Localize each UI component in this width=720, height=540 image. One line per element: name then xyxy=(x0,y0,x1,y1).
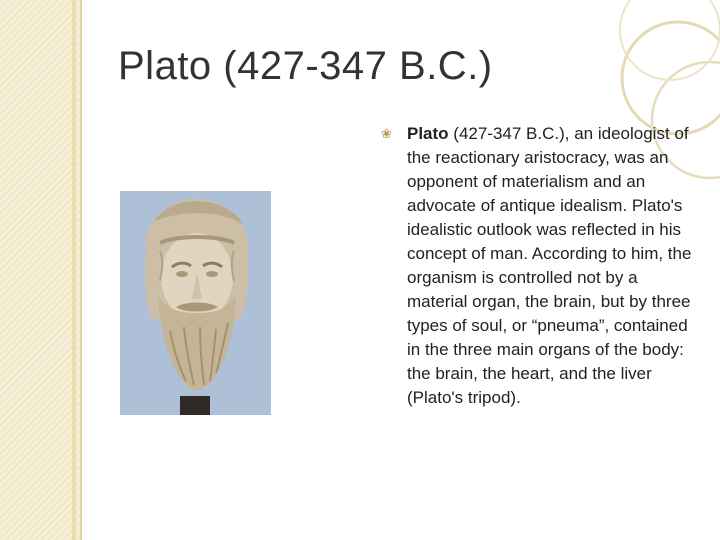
decorative-left-band xyxy=(0,0,82,540)
plato-bust-image xyxy=(120,191,271,415)
bullet-lead: Plato xyxy=(407,124,449,143)
decorative-left-band-stripe xyxy=(72,0,76,540)
ornament-bullet-icon: ❀ xyxy=(381,126,392,141)
slide-content xyxy=(381,122,701,410)
bullet-body: (427-347 B.C.), an ideologist of the reactionary aristocracy, was an opponent of materialism and an advocate of antique idealism. Plato's idealistic outlook was reflected in his concept of man. According to him, the organism is controlled not by a material organ, the brain, but by three types of soul, or “pneuma”, contained in the three main organs of the body: the brain, the heart, and the liver (Plato's tripod). xyxy=(407,124,692,407)
bullet-paragraph xyxy=(407,122,701,410)
page-title: Plato (427-347 B.C.) xyxy=(118,44,493,88)
